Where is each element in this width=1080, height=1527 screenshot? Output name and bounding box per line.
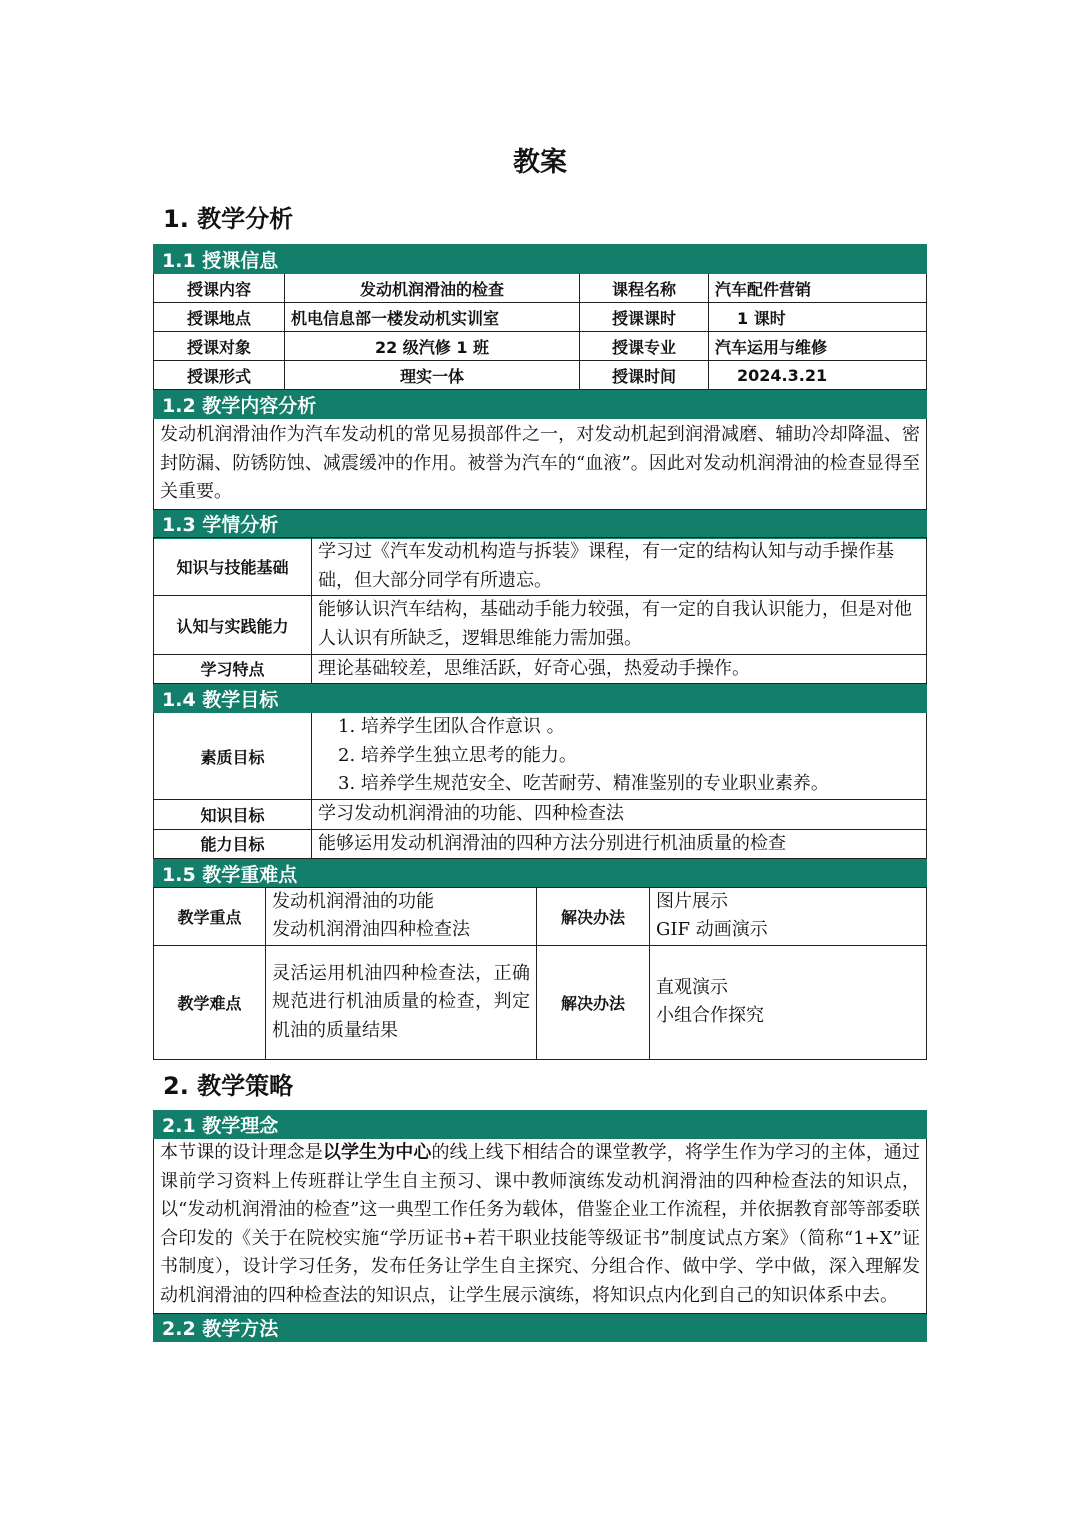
quality-goal-row: 素质目标 1. 培养学生团队合作意识 。 2. 培养学生独立思考的能力。 3. 培养学生规范安全、吃苦耐劳、精准鉴别的专业职业素养。 <box>154 713 927 800</box>
teaching-analysis-table <box>153 244 927 1060</box>
bar-2-1: 2.1 教学理念 <box>154 1111 927 1139</box>
quality-goal-item: 2. 培养学生独立思考的能力。 <box>338 744 577 766</box>
section-1-heading: 1. 教学分析 <box>163 205 294 233</box>
document-title: 教案 <box>513 147 567 178</box>
quality-goal-item: 1. 培养学生团队合作意识 。 <box>338 716 565 738</box>
knowledge-goal-row: 知识目标 学习发动机润滑油的功能、四种检查法 <box>154 800 927 830</box>
philosophy-row: 本节课的设计理念是以学生为中心的线上线下相结合的课堂教学，将学生作为学习的主体，通过课前学习资料上传班群让学生自主预习、课中教师演练发动机润滑油的四种检查法的知识点，以“发动机润滑油的检查”这一典型工作任务为载体，借鉴企业工作流程，并依据教育部等部委联合印发的《关于在院校实施“学历证书+若干职业技能等级证书”制度试点方案》（简称“1+X”证书制度），设计学习任务，发布任务让学生自主探究、分组合作、做中学、学中做，深入理解发动机润滑油的四种检查法的知识点，让学生展示演练，将知识点内化到自己的知识体系中去。 <box>154 1139 927 1314</box>
info-row: 授课内容 发动机润滑油的检查 课程名称 汽车配件营销 <box>154 274 927 303</box>
teaching-strategy-table <box>153 1110 927 1342</box>
info-row: 授课地点 机电信息部一楼发动机实训室 授课课时 1 课时 <box>154 303 927 332</box>
bar-2-2: 2.2 教学方法 <box>154 1313 927 1341</box>
info-row: 授课形式 理实一体 授课时间 2024.3.21 <box>154 361 927 390</box>
content-analysis-row <box>154 419 927 510</box>
bar-1-1: 1.1 授课信息 <box>154 245 927 274</box>
info-row: 授课对象 22 级汽修 1 班 授课专业 汽车运用与维修 <box>154 332 927 361</box>
learner-row: 知识与技能基础 学习过《汽车发动机构造与拆装》课程，有一定的结构认知与动手操作基础，但大部分同学有所遗忘。 <box>154 538 927 596</box>
emphasis-text: 以学生为中心 <box>322 1142 432 1163</box>
learner-row: 认知与实践能力 能够认识汽车结构，基础动手能力较强，有一定的自我认识能力，但是对他人认识有所缺乏，逻辑思维能力需加强。 <box>154 596 927 654</box>
bar-1-4: 1.4 教学目标 <box>154 684 927 713</box>
learner-row: 学习特点 理论基础较差，思维活跃，好奇心强，热爱动手操作。 <box>154 654 927 684</box>
section-2-heading: 2. 教学策略 <box>163 1072 294 1100</box>
key-point-row: 教学重点 发动机润滑油的功能 发动机润滑油四种检查法 解决办法 图片展示 GIF 动画演示 <box>154 887 927 945</box>
bar-1-5: 1.5 教学重难点 <box>154 859 927 888</box>
quality-goal-item: 3. 培养学生规范安全、吃苦耐劳、精准鉴别的专业职业素养。 <box>338 773 829 795</box>
bar-1-2: 1.2 教学内容分析 <box>154 390 927 419</box>
content-analysis-text: 发动机润滑油作为汽车发动机的常见易损部件之一，对发动机起到润滑减磨、辅助冷却降温、密封防漏、防锈防蚀、减震缓冲的作用。被誉为汽车的“血液”。因此对发动机润滑油的检查显得至关重要。 <box>154 419 927 510</box>
ability-goal-row: 能力目标 能够运用发动机润滑油的四种方法分别进行机油质量的检查 <box>154 829 927 859</box>
difficult-point-row: 教学难点 灵活运用机油四种检查法，正确规范进行机油质量的检查，判定机油的质量结果 解决办法 直观演示 小组合作探究 <box>154 945 927 1059</box>
bar-1-3: 1.3 学情分析 <box>154 509 927 538</box>
